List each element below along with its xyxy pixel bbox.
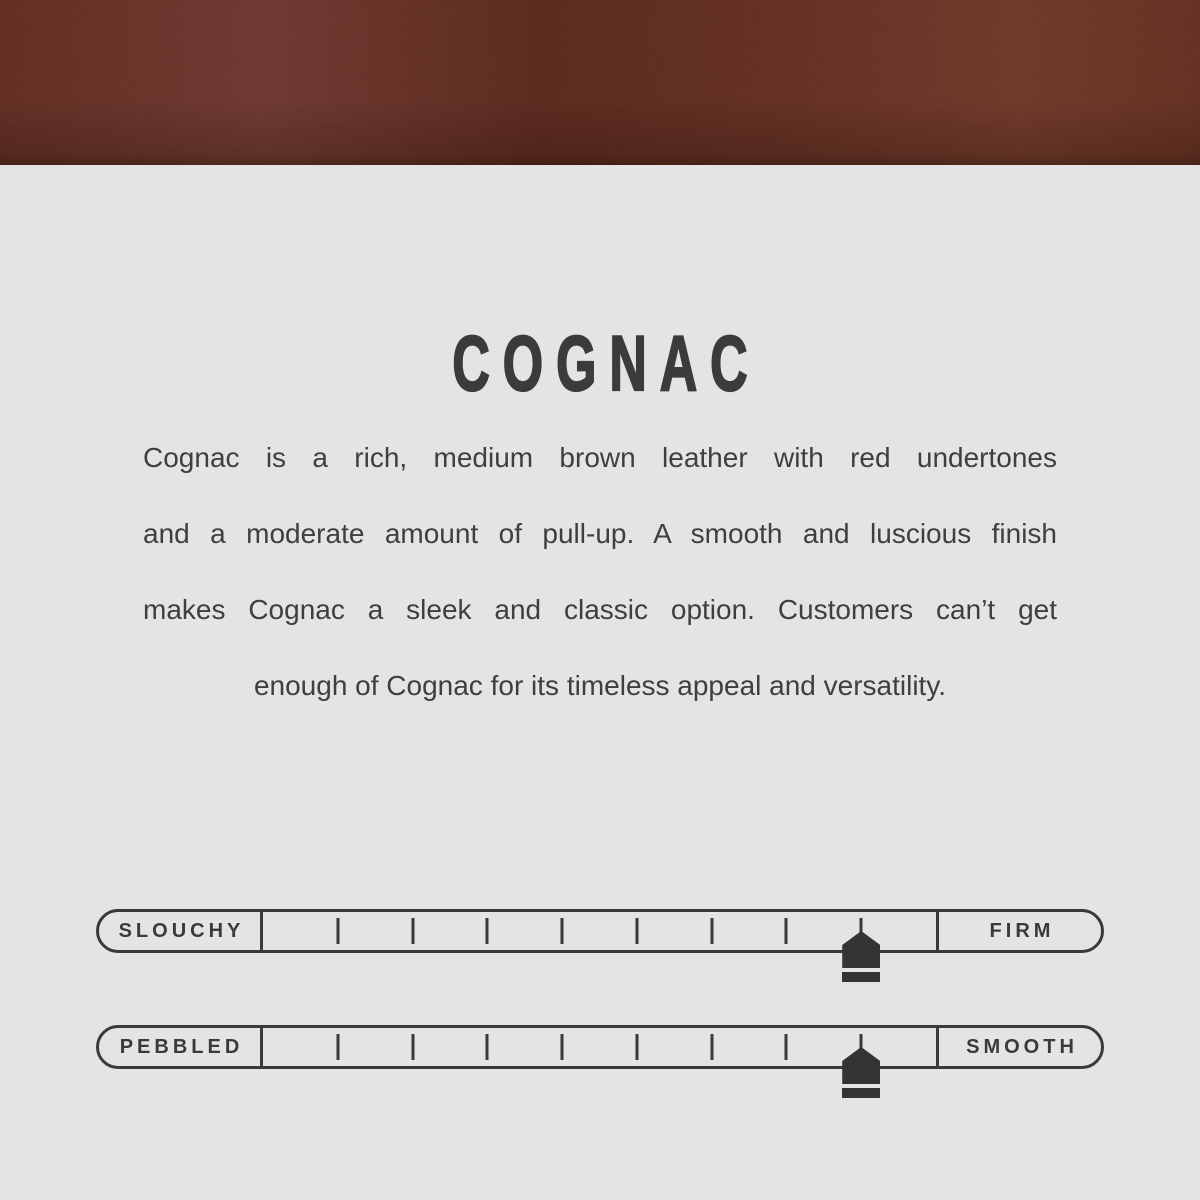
scale-tick xyxy=(635,918,638,944)
scale-left-label: PEBBLED xyxy=(99,1028,263,1066)
scale-track xyxy=(263,912,936,950)
scale-marker-body xyxy=(842,931,880,968)
scale-right-label: FIRM xyxy=(936,912,1101,950)
firmness-scale xyxy=(96,909,1104,953)
scale-tick xyxy=(561,1034,564,1060)
description-line: makes Cognac a sleek and classic option. Customers can’t get xyxy=(143,594,1057,625)
scale-marker xyxy=(842,1047,880,1098)
description-line: Cognac is a rich, medium brown leather with red undertones xyxy=(143,442,1057,473)
scale-marker-body xyxy=(842,1047,880,1084)
scale-tick xyxy=(336,1034,339,1060)
description-text xyxy=(143,420,1057,724)
scale-tick xyxy=(486,1034,489,1060)
texture-scale xyxy=(96,1025,1104,1069)
scale-tick xyxy=(411,918,414,944)
scale-track xyxy=(263,1028,936,1066)
scale-tick xyxy=(635,1034,638,1060)
description-line: enough of Cognac for its timeless appeal and versatility. xyxy=(253,670,947,701)
scale-tick xyxy=(486,918,489,944)
description-line: and a moderate amount of pull-up. A smooth and luscious finish xyxy=(143,518,1057,549)
leather-texture-image xyxy=(0,0,1200,165)
scale-tick xyxy=(785,918,788,944)
scale-tick xyxy=(710,1034,713,1060)
scale-marker-base xyxy=(842,1088,880,1098)
leather-grain-texture xyxy=(0,0,1200,165)
scale-tick xyxy=(411,1034,414,1060)
scale-left-label: SLOUCHY xyxy=(99,912,263,950)
scale-right-label: SMOOTH xyxy=(936,1028,1101,1066)
scale-tick xyxy=(336,918,339,944)
scale-tick xyxy=(710,918,713,944)
scale-tick xyxy=(561,918,564,944)
page-title: COGNAC xyxy=(452,321,761,408)
scale-marker xyxy=(842,931,880,982)
scale-marker-base xyxy=(842,972,880,982)
scale-tick xyxy=(785,1034,788,1060)
